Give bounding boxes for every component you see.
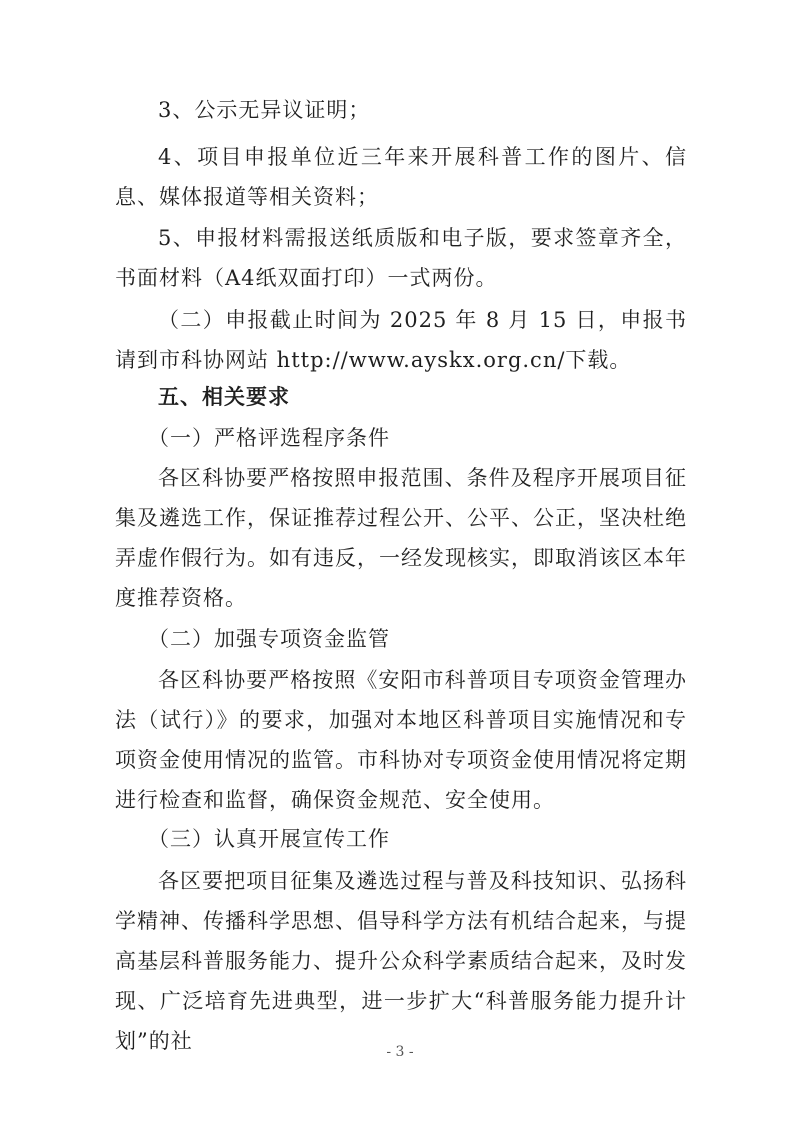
subsection-2-heading: （二）加强专项资金监管 <box>148 627 390 651</box>
subsection-3-body: 各区要把项目征集及遴选过程与普及科技知识、弘扬科学精神、传播科学思想、倡导科学方法有机结合起来，与提高基层科普服务能力、提升公众科学素质结合起来，及时发现、广泛培育先进典型，进一步扩大“科普服务能力提升计划”的社 <box>115 869 687 1053</box>
subsection-1-heading: （一）严格评选程序条件 <box>148 426 390 450</box>
page-number: - 3 - <box>386 1044 414 1060</box>
subsection-1-body: 各区科协要严格按照申报范围、条件及程序开展项目征集及遴选工作，保证推荐过程公开、公平、公正，坚决杜绝弄虚作假行为。如有违反，一经发现核实，即取消该区本年度推荐资格。 <box>115 466 687 610</box>
section-5-heading: 五、相关要求 <box>158 385 290 409</box>
item-5: 5、申报材料需报送纸质版和电子版，要求签章齐全，书面材料（A4纸双面打印）一式两份。 <box>115 226 687 290</box>
subsection-3-heading: （三）认真开展宣传工作 <box>148 827 390 851</box>
item-4: 4、项目申报单位近三年来开展科普工作的图片、信息、媒体报道等相关资料； <box>115 145 687 209</box>
deadline-paragraph: （二）申报截止时间为 2025 年 8 月 15 日，申报书请到市科协网站 http://www.ayskx.org.cn/下载。 <box>115 308 687 372</box>
item-3: 3、公示无异议证明； <box>158 98 371 122</box>
subsection-2-body: 各区科协要严格按照《安阳市科普项目专项资金管理办法（试行）》的要求，加强对本地区科普项目实施情况和专项资金使用情况的监管。市科协对专项资金使用情况将定期进行检查和监督，确保资金规范、安全使用。 <box>115 668 687 812</box>
